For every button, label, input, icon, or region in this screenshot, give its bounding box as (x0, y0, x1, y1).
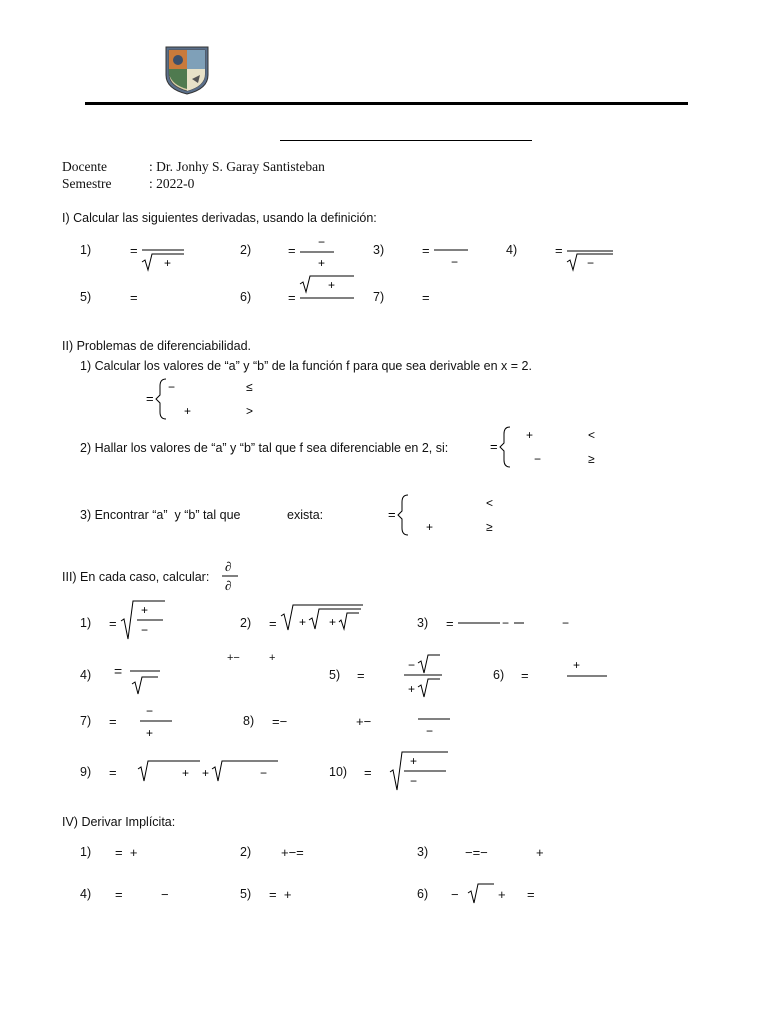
svg-text:−: − (410, 774, 418, 788)
expression: = (115, 887, 123, 902)
svg-text:≥: ≥ (588, 452, 595, 466)
svg-text:−: − (141, 623, 149, 637)
equals-sign: = (288, 243, 296, 258)
svg-text:−: − (146, 704, 154, 718)
sum-of-sqrt-expression (136, 757, 284, 783)
svg-text:+: + (202, 766, 210, 780)
svg-text:+: + (299, 615, 307, 629)
fraction-expression (565, 657, 611, 681)
svg-text:−: − (534, 452, 542, 466)
svg-text:−: − (318, 235, 326, 249)
s2-problem-1: 1) Calcular los valores de “a” y “b” de la función f para que sea derivable en x = 2. (80, 359, 532, 373)
fraction-expression (432, 248, 472, 270)
svg-text:+: + (328, 278, 336, 292)
university-logo (164, 45, 210, 95)
s1-item-7: 7) (373, 290, 385, 304)
svg-text:+: + (526, 428, 534, 442)
s4-item-1: 1) (80, 845, 92, 859)
sqrt-fraction-expression (119, 599, 169, 641)
equals-sign: = (521, 668, 529, 683)
superscript-expression: + (269, 652, 276, 664)
svg-text:+: + (329, 615, 337, 629)
s4-item-3: 3) (417, 845, 429, 859)
fraction-expression (456, 612, 576, 632)
svg-text:−: − (587, 256, 595, 270)
shield-icon (164, 45, 210, 95)
s3-item-8: 8) (243, 714, 255, 728)
equals-sign: = (109, 765, 117, 780)
piecewise-function (388, 492, 508, 538)
svg-text:∂: ∂ (225, 578, 232, 593)
s2-problem-3-exista: exista: (287, 508, 324, 522)
expression: + (536, 845, 544, 860)
svg-text:−: − (408, 658, 416, 672)
equals-sign: = (364, 765, 372, 780)
equals-sign: = (422, 243, 430, 258)
expression: +−= (281, 845, 304, 860)
equals-sign: = (288, 290, 296, 305)
fraction-sqrt-expression (128, 668, 164, 696)
s1-item-2: 2) (240, 243, 252, 257)
docente-label: Docente (62, 159, 107, 174)
s3-item-10: 10) (329, 765, 348, 779)
svg-text:+: + (182, 766, 190, 780)
expression: = + (269, 887, 292, 902)
piecewise-function (490, 424, 610, 470)
equals-sign: = (446, 616, 454, 631)
s4-item-6: 6) (417, 887, 429, 901)
svg-text:−: − (260, 766, 268, 780)
expression: − (451, 887, 459, 902)
s1-item-5: 5) (80, 290, 92, 304)
svg-text:+: + (318, 256, 326, 270)
s4-item-5: 5) (240, 887, 252, 901)
svg-text:−: − (451, 255, 459, 269)
expression: = + (115, 845, 138, 860)
s3-item-2: 2) (240, 616, 252, 630)
svg-text:−: − (562, 616, 570, 630)
svg-text:=: = (388, 507, 396, 522)
equals-sign: = (130, 290, 138, 305)
partial-derivative-fraction (220, 558, 242, 594)
semestre-value: : 2022-0 (149, 176, 195, 191)
fraction-sqrt-expression (402, 653, 444, 699)
sqrt-fraction-expression (388, 750, 452, 792)
fraction-sqrt-expression (140, 248, 186, 272)
svg-text:+: + (146, 726, 154, 740)
s3-item-4: 4) (80, 668, 92, 682)
s1-item-3: 3) (373, 243, 385, 257)
svg-text:+: + (408, 682, 416, 696)
section-4-heading: IV) Derivar Implícita: (62, 815, 176, 829)
svg-text:−: − (168, 380, 176, 394)
expression: −=− (465, 845, 488, 860)
svg-text:+: + (410, 754, 418, 768)
equals-sign: = (357, 668, 365, 683)
header-rule (85, 102, 688, 105)
section-2-heading: II) Problemas de diferenciabilidad. (62, 339, 251, 353)
s3-item-6: 6) (493, 668, 505, 682)
s4-item-4: 4) (80, 887, 92, 901)
s2-problem-3: 3) Encontrar “a” y “b” tal que (80, 508, 241, 522)
s3-item-7: 7) (80, 714, 92, 728)
s2-problem-2: 2) Hallar los valores de “a” y “b” tal que f sea diferenciable en 2, si: (80, 441, 449, 455)
svg-text:<: < (588, 428, 596, 442)
s3-item-1: 1) (80, 616, 92, 630)
equals-sign: = (269, 616, 277, 631)
svg-text:>: > (246, 404, 254, 418)
svg-text:+: + (164, 256, 172, 270)
s4-item-2: 2) (240, 845, 252, 859)
equals-sign: = (422, 290, 430, 305)
docente-value: : Dr. Jonhy S. Garay Santisteban (149, 159, 325, 174)
svg-text:≤: ≤ (246, 380, 253, 394)
svg-text:+: + (426, 520, 434, 534)
section-1-heading: I) Calcular las siguientes derivadas, usando la definición: (62, 211, 377, 225)
svg-text:∂: ∂ (225, 559, 232, 574)
nested-sqrt-expression (279, 602, 369, 632)
svg-text:≥: ≥ (486, 520, 493, 534)
piecewise-function (146, 376, 266, 422)
expression: =− (272, 714, 288, 729)
equals-sign: = (527, 887, 535, 902)
svg-text:=: = (146, 391, 154, 406)
s1-item-1: 1) (80, 243, 92, 257)
equals-sign: = (109, 714, 117, 729)
svg-text:+: + (141, 603, 149, 617)
svg-text:−: − (426, 724, 434, 738)
semestre-label: Semestre (62, 176, 112, 191)
fraction-expression (416, 716, 454, 740)
section-3-heading: III) En cada caso, calcular: (62, 570, 210, 584)
fraction-sqrt-expression (298, 274, 358, 304)
s3-item-5: 5) (329, 668, 341, 682)
s3-item-9: 9) (80, 765, 92, 779)
svg-text:−: − (502, 616, 510, 630)
s3-item-3: 3) (417, 616, 429, 630)
fraction-expression (138, 703, 174, 741)
expression: +− (356, 714, 372, 729)
superscript-expression: +− (227, 652, 240, 664)
equals-sign: = (109, 616, 117, 631)
expression: + (498, 887, 506, 902)
sqrt-expression (466, 881, 498, 905)
s1-item-6: 6) (240, 290, 252, 304)
svg-text:+: + (573, 658, 581, 672)
fraction-expression (298, 236, 336, 270)
svg-text:<: < (486, 496, 494, 510)
equals-sign: = (114, 663, 123, 679)
fraction-sqrt-expression (565, 248, 615, 272)
equals-sign: = (555, 243, 563, 258)
expression: − (161, 887, 169, 902)
equals-sign: = (130, 243, 138, 258)
title-underline (280, 140, 532, 141)
s1-item-4: 4) (506, 243, 518, 257)
svg-text:=: = (490, 439, 498, 454)
svg-text:+: + (184, 404, 192, 418)
